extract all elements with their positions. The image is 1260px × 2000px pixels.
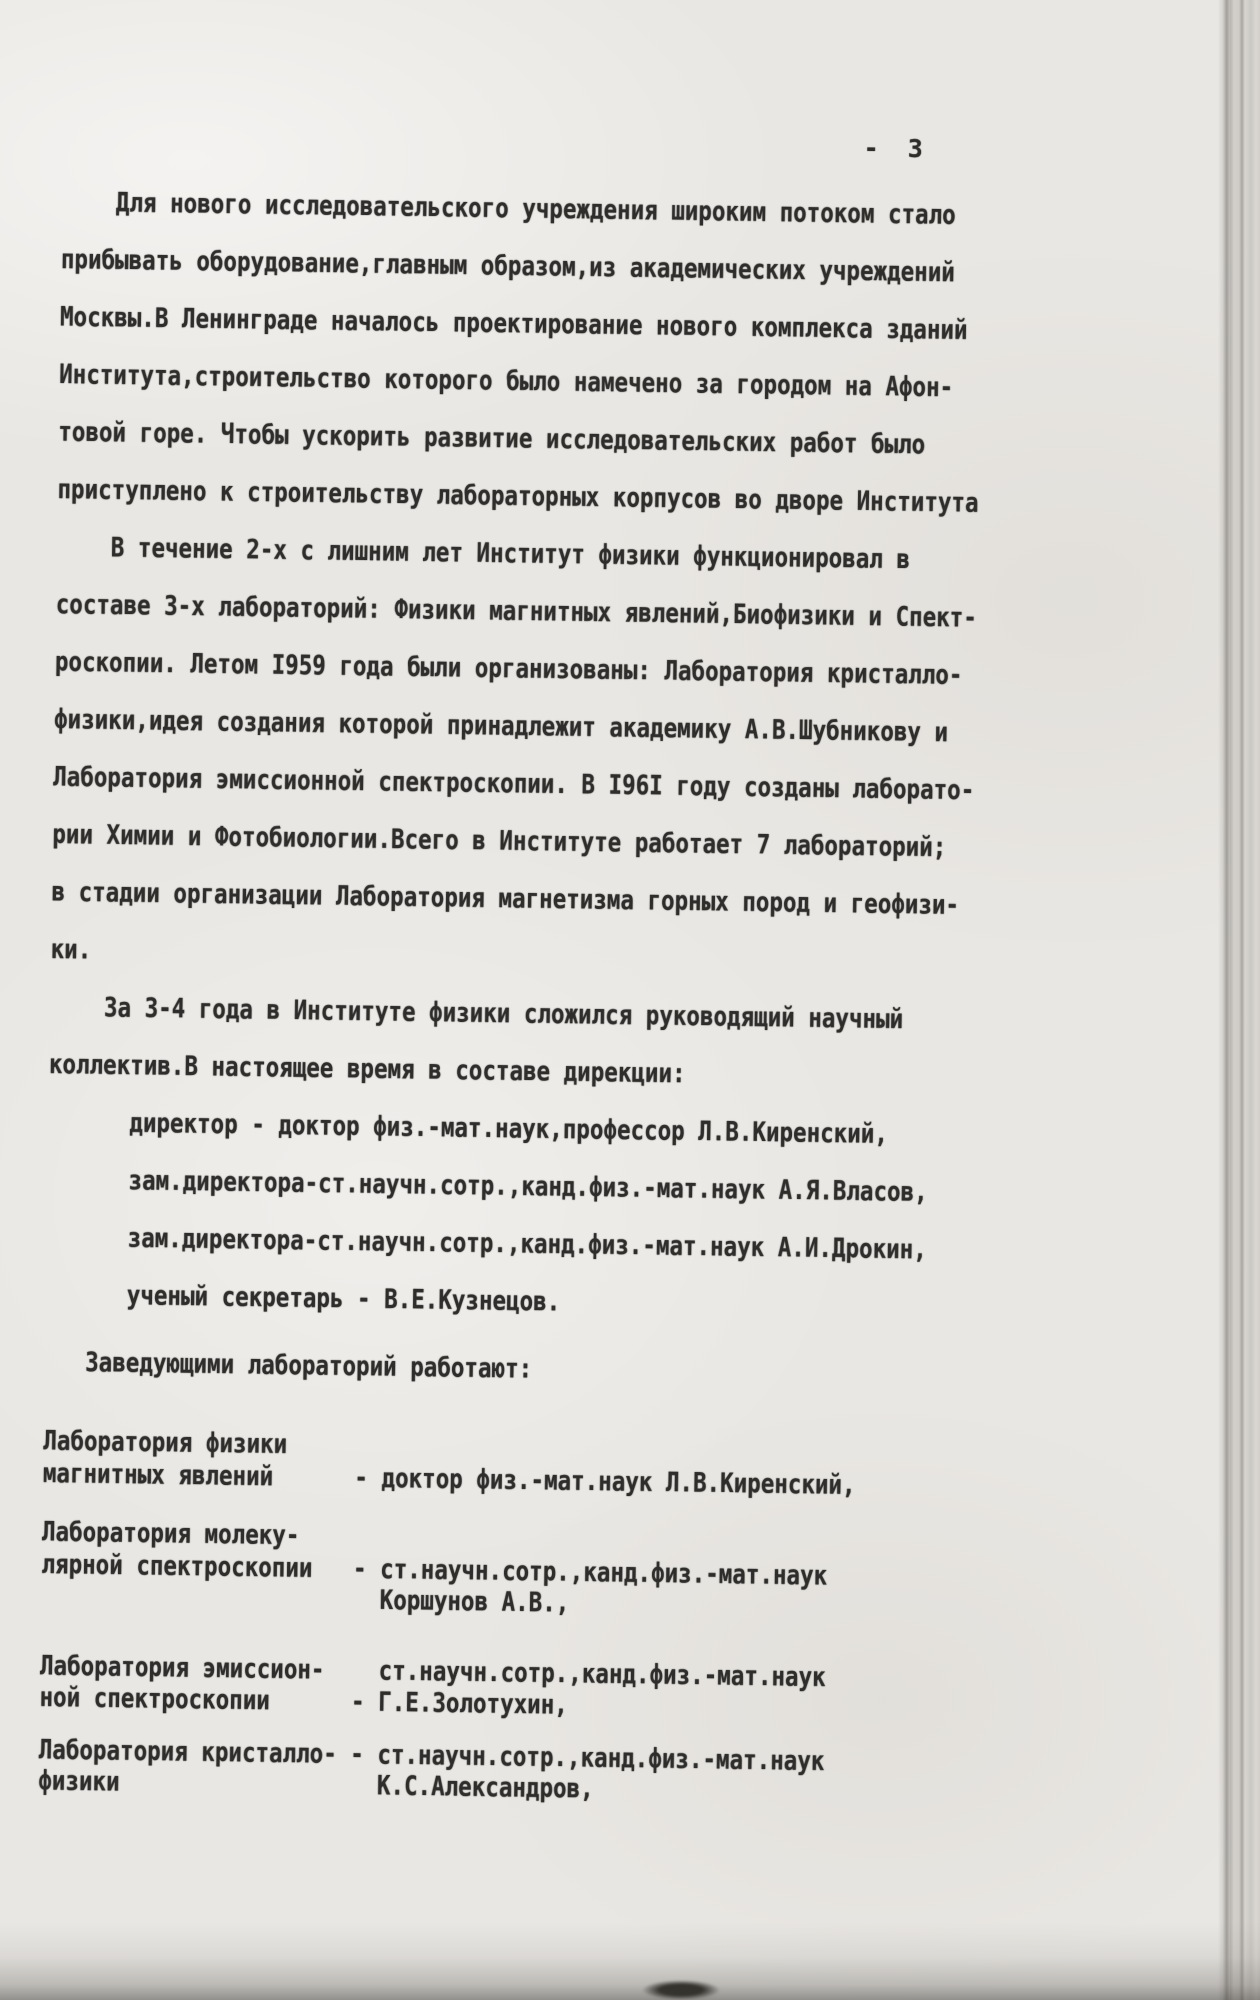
text-line: Для нового исследовательского учреждения широким потоком стало [61, 186, 956, 232]
lab-table-row [38, 1734, 852, 1810]
body-text [45, 173, 983, 1337]
text-line: Лаборатория физики [43, 1425, 288, 1461]
text-line: В течение 2-х с лишним лет Институт физики функционировал в [56, 531, 911, 576]
paper-right-edge-backing [1230, 0, 1260, 2000]
lab-table-row [39, 1650, 853, 1726]
text-line: физики,идея создания которой принадлежит академику А.В.Шубникову и [53, 704, 949, 749]
text-line: За 3-4 года в Институте физики сложился руководящий научный [49, 991, 904, 1036]
paper-right-edge-shadow [1218, 0, 1230, 2000]
lab-table-row [43, 1425, 857, 1501]
text-line: приступлено к строительству лабораторных корпусов во дворе Института [57, 474, 979, 519]
text-line: Института,строительство которого было намечено за городом на Афон- [58, 359, 954, 404]
text-line: товой горе. Чтобы ускорить развитие исследовательских работ было [58, 416, 926, 461]
page-number: - 3 [863, 133, 931, 164]
scan-bottom-ink-mark [642, 1980, 720, 2000]
text-line: зам.директора-ст.научн.сотр.,канд.физ.-мат.наук А.И.Дрокин, [46, 1221, 928, 1266]
text-line: магнитных явлений - доктор физ.-мат.наук Л.В.Киренский, [42, 1457, 856, 1501]
lab-table-row [41, 1516, 855, 1623]
text-line: Коршунов А.В., [40, 1579, 570, 1619]
labs-section-heading: Заведующими лабораторий работают: [44, 1346, 533, 1385]
scan-bottom-shadow [0, 1922, 1260, 2000]
text-line: коллектив.В настоящее время в составе дирекции: [48, 1049, 686, 1090]
text-line: ученый секретарь - В.Е.Кузнецов. [45, 1279, 561, 1318]
text-line: директор - доктор физ.-мат.наук,профессор Л.В.Киренский, [47, 1106, 889, 1151]
text-line: Москвы.В Ленинграде началось проектирование нового комплекса зданий [59, 301, 968, 347]
text-line: Лаборатория эмиссион- ст.научн.сотр.,канд.физ.-мат.наук [39, 1649, 826, 1693]
text-line: ной спектроскопии - Г.Е.Золотухин, [39, 1681, 569, 1721]
lab-heads-table [38, 1425, 856, 1809]
text-line: составе 3-х лабораторий: Физики магнитных явлений,Биофизики и Спект- [55, 589, 978, 634]
text-line: роскопии. Летом I959 года были организованы: Лаборатория кристалло- [54, 646, 963, 692]
text-line: Лаборатория эмиссионной спектроскопии. В I96I году созданы лаборато- [53, 761, 975, 807]
text-line: лярной спектроскопии - ст.научн.сотр.,канд.физ.-мат.наук [41, 1548, 828, 1591]
text-line: ки. [50, 934, 92, 966]
text-line: физики К.С.Александров, [38, 1765, 594, 1805]
text-line: в стадии организации Лаборатория магнетизма горных пород и геофизи- [51, 876, 960, 922]
text-line: зам.директора-ст.научн.сотр.,канд.физ.-мат.наук А.Я.Власов, [47, 1164, 928, 1209]
text-line: рии Химии и Фотобиологии.Всего в Институте работает 7 лабораторий; [52, 819, 947, 864]
text-line: Лаборатория молеку- [41, 1516, 300, 1552]
text-line: прибывать оборудование,главным образом,из академических учреждений [60, 244, 956, 289]
text-line: Лаборатория кристалло- - ст.научн.сотр.,канд.физ.-мат.наук [38, 1733, 825, 1777]
